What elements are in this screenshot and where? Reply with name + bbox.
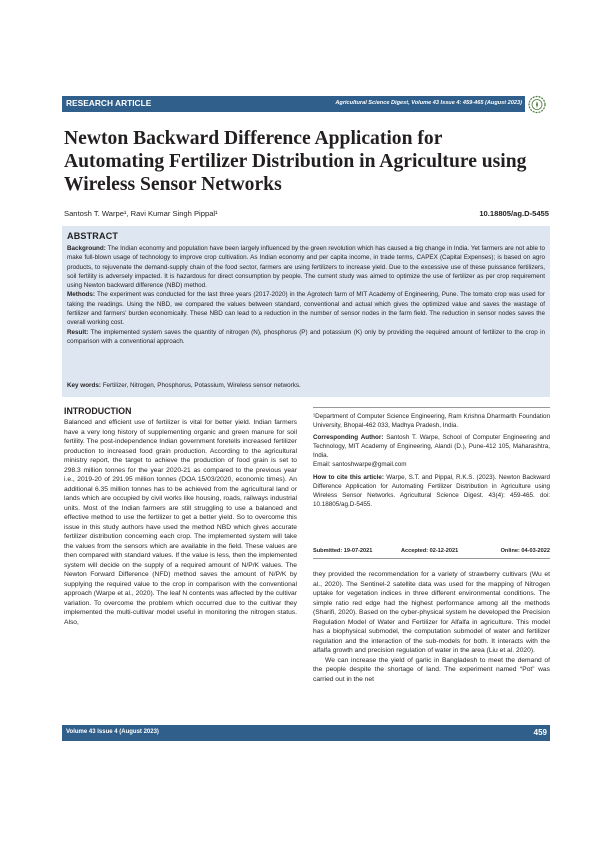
department: ¹Department of Computer Science Engineering, Ram Krishna Dharmarth Foundation University, Bhopal-462 033, Madhya Pradesh, India.: [313, 413, 550, 430]
email-link[interactable]: santoshwarpe@gmail.com: [332, 461, 407, 469]
footer-bar: [62, 725, 550, 741]
dates-row: [313, 548, 550, 559]
affiliation-divider: [313, 407, 550, 408]
paper-title: Newton Backward Difference Application for Automating Fertilizer Distribution in Agriculture using Wireless Sensor Networks: [64, 128, 527, 195]
page-number: 459: [533, 728, 547, 737]
journal-seal-icon: [527, 95, 547, 114]
introduction-right-column: [313, 570, 550, 684]
header-bar: [62, 96, 525, 112]
citation: How to cite this article: Warpe, S.T. and Pippal, R.K.S. (2023). Newton Backward Difference Application for Automating Fertilizer Distribution in Agriculture using Wireless Sensor Networks. Agricultural Science Digest. 43(4): 459-465. doi: 10.18805/ag.D-5455.: [313, 473, 551, 508]
introduction-heading: INTRODUCTION: [64, 406, 132, 416]
submitted-date: Submitted: 19-07-2021: [313, 548, 373, 554]
intro-right-para-1: they provided the recommendation for a variety of strawberry cultivars (Wu et al., 2020). The Sentinel-2 satellite data was used for the mapping of Nitrogen uptake for vegetation indices in three different environmental conditions. The simple ratio red edge had the highest performance among all the methods (Sharifi, 2020). Based on the cyber-physical system he developed the Precision Regulation Model of Water and Fertilizer for Alfalfa in agriculture. This model has a biophysical submodel, the computation submodel of water and fertilizer regulation and the interaction of the sub-models for both. It interacts with the alfalfa growth and precision regulation of water in the area (Liu et al. 2020).: [313, 571, 550, 654]
affiliation-box: [313, 412, 550, 512]
abstract-background: Background: The Indian economy and population have been largely influenced by the green revolution which has caused a big change in India. Yet farmers are not able to make full-blown usage of technology to improve crop cultivation. As Indian economy and per capita income, in trade terms, CAPEX (Capital Expenses); is based on agro products, to rejuvenate the demand-supply chain of the food sector, farmers are using fertilizers to increase yield. Due to the excessive use of these puissance fertilizers, soil fertility is adversely impacted. It is hazardous for direct consumption by people. The current study was aimed to optimize the use of fertilizer as per crop requirement using Newton backward difference (NBD) method.: [67, 245, 545, 290]
keywords: Key words: Fertilizer, Nitrogen, Phosphorus, Potassium, Wireless sensor networks.: [67, 382, 301, 389]
accepted-date: Accepted: 02-12-2021: [401, 548, 459, 554]
authors: Santosh T. Warpe¹, Ravi Kumar Singh Pippal¹: [64, 209, 218, 218]
article-type: RESEARCH ARTICLE: [66, 98, 152, 108]
abstract-box: [62, 226, 550, 397]
intro-right-para-2: We can increase the yield of garlic in Bangladesh to meet the demand of the people despite the shortage of land. The experiment named “Pot” was carried out in the net: [313, 656, 550, 683]
abstract-result: Result: The implemented system saves the quantity of nitrogen (N), phosphorus (P) and potassium (K) only by providing the required amount of fertilizer to the crop in comparison with a conventional approach.: [67, 328, 545, 345]
footer-issue: Volume 43 Issue 4 (August 2023): [66, 729, 159, 735]
journal-info: Agricultural Science Digest, Volume 43 Issue 4: 459-465 (August 2023): [335, 100, 522, 106]
introduction-left-column: Balanced and efficient use of fertilizer is vital for better yield. Indian farmers have a very long history of supplementing organic and green manure for soil fertility. The post-independence Indian government foretells increased fertilizer production to increased food grain production. According to the agricultural ministry report, the target to achieve the production of food grain is set to 298.3 million tonnes for the year 2020-21 as compared to the previous year i.e., 2019-20 of 291.95 million tonnes (DOA 15/03/2020, economic times). An additional 6.35 million tonnes has to be achieved from the agricultural land or lands which are occupied by civil works like housing, roads, railways industrial units. Most of the Indian farmers are still struggling to use a balanced and effective method to use the fertilizer to get a better yield. So to overcome this issue in this study authors have used the method NBD which gives accurate fertilizer distribution concerning each crop. The implemented system will take the values from the sensors which are available in the field. These values are then compared with standard values. If the value is less, then the implemented system will decide on the supply of a required amount of N/P/K values. The Newton Forward Difference (NFD) method saves the amount of N/P/K by supplying the required value to the crop in comparison with the conventional approach (Warpe et al., 2020). The leaf N contents was affected by the cultivar variation. To overcome the problem which occurred due to the cultivar they implemented the multi-cultivar model useful in monitoring the nitrogen status. Also,: [64, 419, 297, 626]
abstract-body: [67, 244, 545, 346]
corresponding-author: Corresponding Author: Santosh T. Warpe, School of Computer Engineering and Technology, MIT Academy of Engineering, Alandi (D.), Pune-412 105, Maharashtra, India. Email: santoshwarpe@gmail.com: [313, 434, 551, 469]
abstract-heading: ABSTRACT: [67, 231, 119, 241]
online-date: Online: 04-03-2022: [500, 548, 550, 554]
abstract-methods: Methods: The experiment was conducted for the last three years (2017-2020) in the Agrotech farm of MIT Academy of Engineering, Pune. The tomato crop was used for taking the readings. Using the NBD, we compared the values between standard, conventional and actual which gives the optimized value and saves the wastage of fertilizer and farmers’ burden economically. These NBD can lead to a reduction in the number of sensor nodes in the farm field. The reduction in sensor nodes saves the overall working cost.: [67, 291, 546, 327]
doi[interactable]: 10.18805/ag.D-5455: [479, 209, 549, 218]
